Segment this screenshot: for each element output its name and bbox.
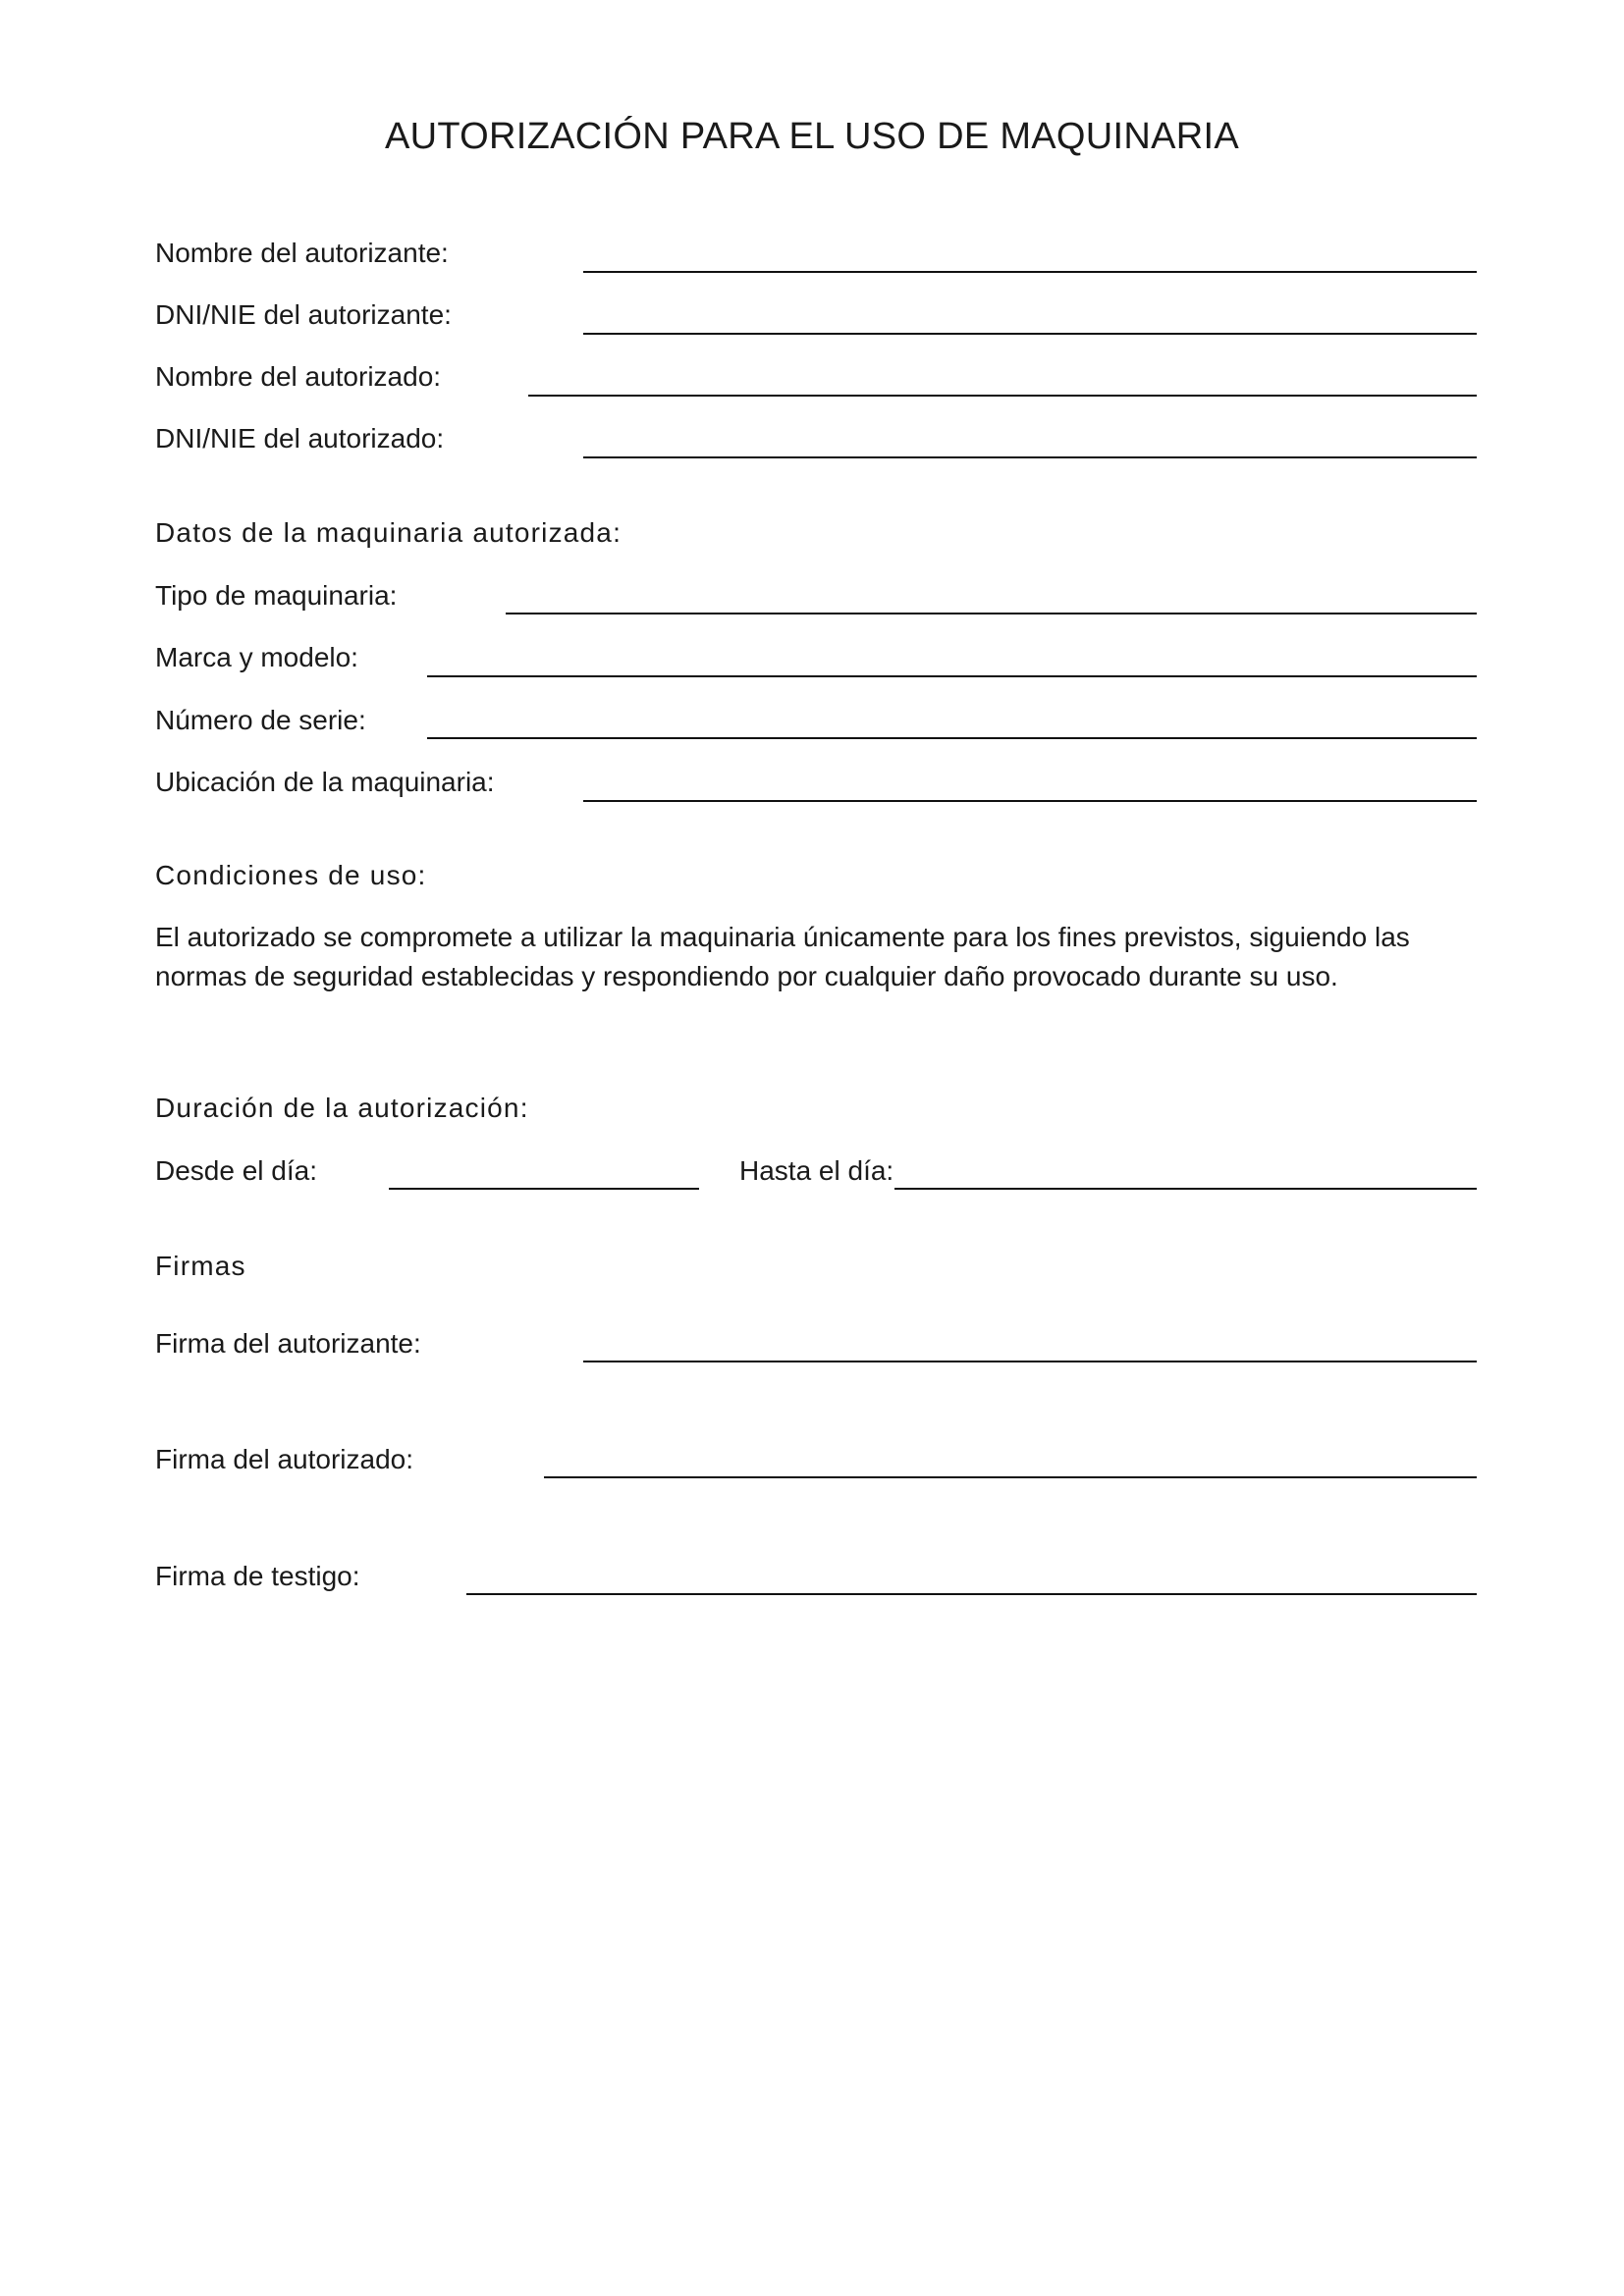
brand-model-label: Marca y modelo: bbox=[155, 642, 358, 672]
machinery-type-field[interactable] bbox=[506, 613, 1477, 614]
authorizer-signature-label: Firma del autorizante: bbox=[155, 1328, 421, 1359]
conditions-text: El autorizado se compromete a utilizar la maquinaria únicamente para los fines previstos, siguiendo las normas de seguridad establecidas y respondiendo por cualquier daño provocado durante su uso. bbox=[155, 922, 1410, 991]
authorizer-name-field[interactable] bbox=[583, 271, 1477, 273]
serial-number-label: Número de serie: bbox=[155, 705, 366, 735]
authorizer-signature-field[interactable] bbox=[583, 1361, 1477, 1362]
machinery-location-label: Ubicación de la maquinaria: bbox=[155, 767, 495, 797]
machinery-type-label: Tipo de maquinaria: bbox=[155, 580, 398, 611]
conditions-heading: Condiciones de uso: bbox=[155, 860, 427, 890]
authorized-id-field[interactable] bbox=[583, 456, 1477, 458]
authorized-name-label: Nombre del autorizado: bbox=[155, 361, 442, 392]
authorizer-id-label: DNI/NIE del autorizante: bbox=[155, 299, 452, 330]
authorizer-name-label: Nombre del autorizante: bbox=[155, 238, 449, 268]
authorized-id-label: DNI/NIE del autorizado: bbox=[155, 423, 445, 454]
signatures-heading: Firmas bbox=[155, 1251, 246, 1281]
machinery-heading: Datos de la maquinaria autorizada: bbox=[155, 517, 623, 548]
witness-signature-label: Firma de testigo: bbox=[155, 1561, 360, 1591]
until-date-label: Hasta el día: bbox=[739, 1155, 894, 1186]
machinery-location-field[interactable] bbox=[583, 800, 1477, 802]
authorized-name-field[interactable] bbox=[528, 395, 1477, 397]
until-date-field[interactable] bbox=[894, 1188, 1477, 1190]
from-date-label: Desde el día: bbox=[155, 1155, 317, 1186]
page-title: AUTORIZACIÓN PARA EL USO DE MAQUINARIA bbox=[384, 116, 1240, 157]
authorized-signature-label: Firma del autorizado: bbox=[155, 1444, 414, 1474]
brand-model-field[interactable] bbox=[427, 675, 1477, 677]
from-date-field[interactable] bbox=[389, 1188, 699, 1190]
witness-signature-field[interactable] bbox=[466, 1593, 1477, 1595]
serial-number-field[interactable] bbox=[427, 737, 1477, 739]
duration-heading: Duración de la autorización: bbox=[155, 1093, 529, 1123]
authorized-signature-field[interactable] bbox=[544, 1476, 1477, 1478]
authorizer-id-field[interactable] bbox=[583, 333, 1477, 335]
